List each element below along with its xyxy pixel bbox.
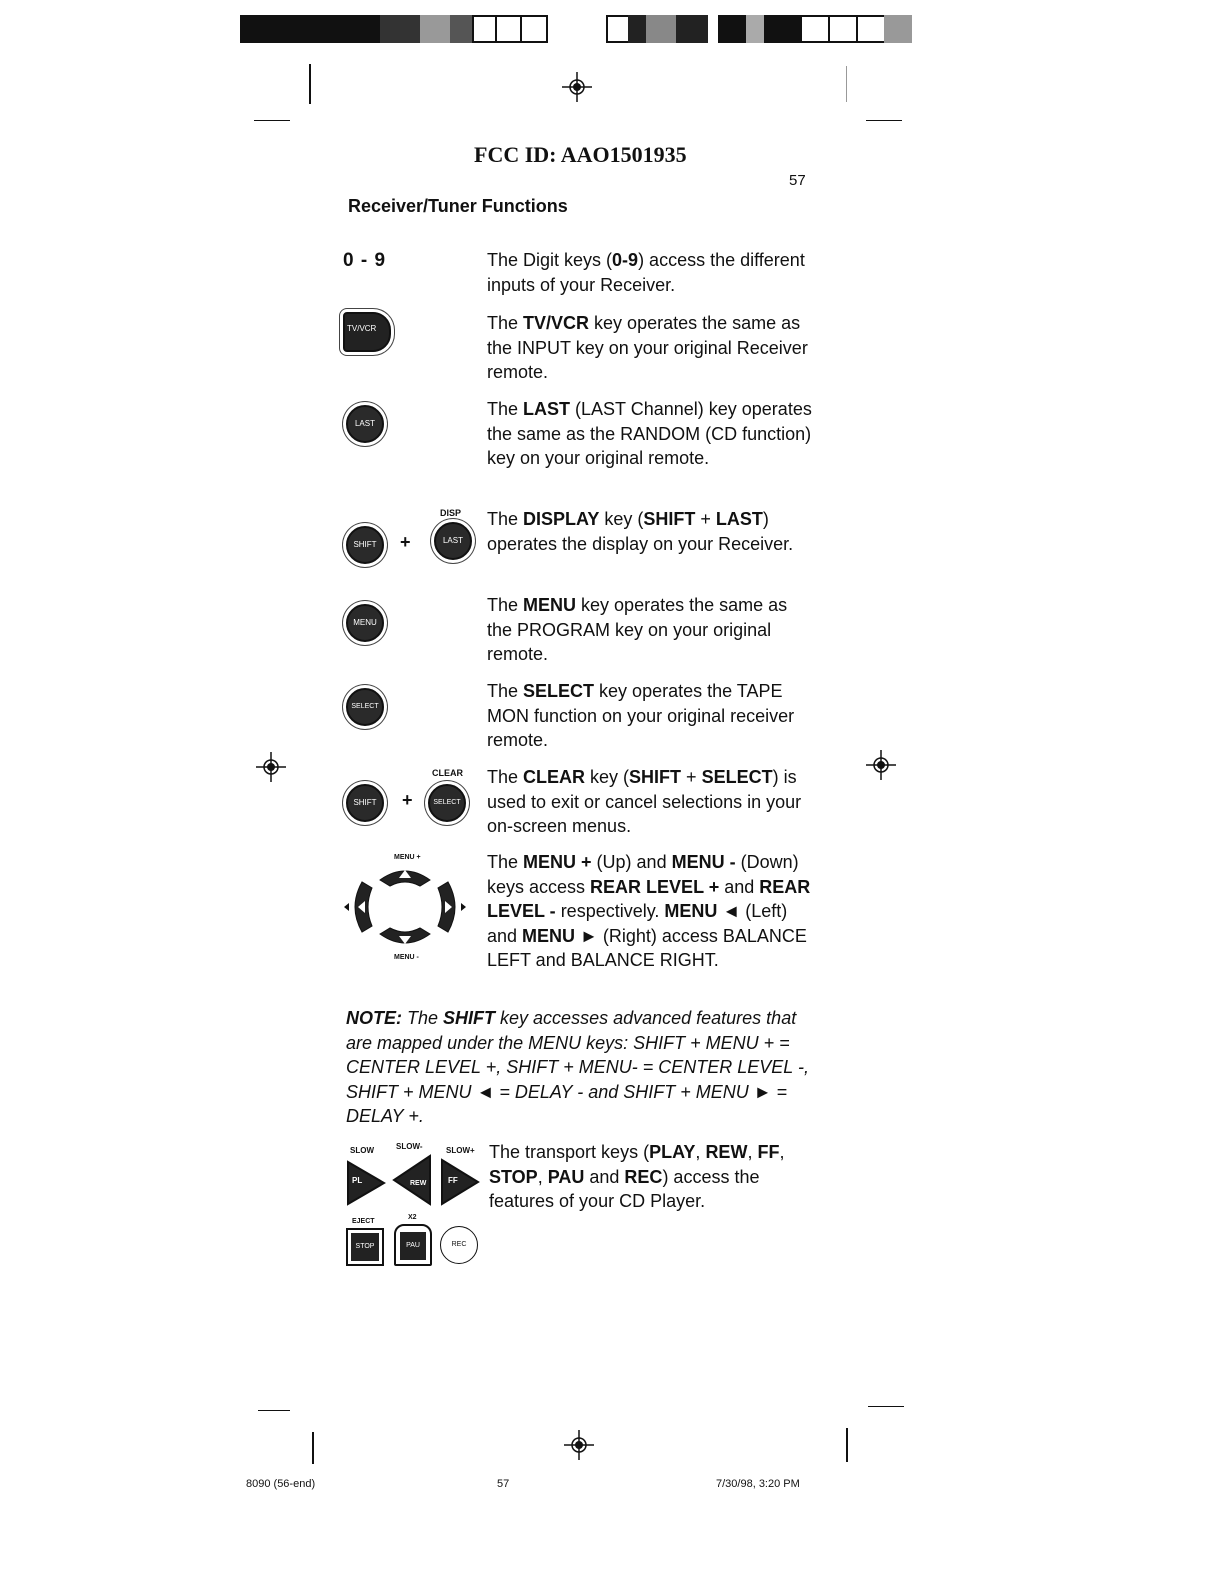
transport-description: The transport keys (PLAY, REW, FF, STOP, PAU and REC) access the features of your CD Player. <box>489 1142 785 1211</box>
plus-sign: + <box>402 790 413 810</box>
crop-mark <box>254 120 290 121</box>
registration-mark-icon <box>562 72 592 102</box>
print-bar-left <box>240 15 548 43</box>
shift-key-icon: SHIFT <box>346 784 384 822</box>
footer-file-label: 8090 (56-end) <box>246 1478 316 1490</box>
select-key-icon: SELECT <box>428 784 466 822</box>
print-bar-right <box>606 15 912 43</box>
slow-label: SLOW <box>350 1146 374 1155</box>
registration-mark-icon <box>256 752 286 782</box>
menu-description: The MENU key operates the same as the PROGRAM key on your original remote. <box>487 595 788 664</box>
ff-key-icon <box>438 1156 482 1208</box>
footer-page-number: 57 <box>497 1478 510 1490</box>
play-key-icon <box>344 1158 388 1208</box>
rec-key-icon: REC <box>440 1226 478 1264</box>
pau-key-icon: PAU <box>394 1224 432 1266</box>
crop-mark <box>866 120 902 121</box>
digit-keys-label: 0 - 9 <box>343 250 387 271</box>
digit-keys-description: The Digit keys (0-9) access the different inputs of your Receiver. <box>487 250 805 295</box>
menu-key-icon: MENU <box>346 604 384 642</box>
registration-mark-icon <box>564 1430 594 1460</box>
slow-minus-label: SLOW- <box>396 1142 423 1151</box>
shift-key-icon: SHIFT <box>346 526 384 564</box>
x2-label: X2 <box>408 1214 417 1221</box>
section-title: Receiver/Tuner Functions <box>348 196 568 216</box>
tvvcr-key-icon: TV/VCR <box>343 312 391 350</box>
arrow-keys-description: The MENU + (Up) and MENU - (Down) keys access REAR LEVEL + and REAR LEVEL - respectively. MENU ◄ (Left) and MENU ► (Right) access BALANCE LEFT and BALANCE RIGHT. <box>487 852 811 970</box>
disp-label: DISP <box>440 508 462 518</box>
stop-key-icon: STOP <box>346 1228 384 1266</box>
select-key-icon: SELECT <box>346 688 384 726</box>
tvvcr-description: The TV/VCR key operates the same as the INPUT key on your original Receiver remote. <box>487 313 808 382</box>
clear-label: CLEAR <box>432 768 463 778</box>
menu-plus-label: MENU + <box>394 854 421 861</box>
plus-sign: + <box>400 532 411 552</box>
ff-key-label: FF <box>448 1176 458 1185</box>
select-description: The SELECT key operates the TAPE MON function on your original receiver remote. <box>487 681 795 750</box>
last-key-icon: LAST <box>346 405 384 443</box>
fcc-id-heading: FCC ID: AAO1501935 <box>474 142 687 167</box>
display-description: The DISPLAY key (SHIFT + LAST) operates the display on your Receiver. <box>487 509 794 554</box>
page-number: 57 <box>789 172 806 189</box>
last-description: The LAST (LAST Channel) key operates the same as the RANDOM (CD function) key on your original remote. <box>487 399 812 468</box>
crop-mark <box>312 1432 314 1464</box>
crop-mark <box>846 1428 848 1462</box>
crop-mark <box>258 1410 290 1411</box>
last-key-icon: LAST <box>434 522 472 560</box>
menu-arrow-pad-icon <box>340 862 470 952</box>
pl-key-label: PL <box>352 1176 363 1185</box>
registration-mark-icon <box>866 750 896 780</box>
crop-mark <box>868 1406 904 1407</box>
crop-mark <box>309 64 311 104</box>
crop-mark <box>846 66 847 102</box>
footer-timestamp: 7/30/98, 3:20 PM <box>716 1478 800 1490</box>
shift-note: NOTE: The SHIFT key accesses advanced features that are mapped under the MENU keys: SHIFT + MENU + = CENTER LEVEL +, SHIFT + MENU- = CENTER LEVEL -, SHIFT + MENU ◄ = DELAY - and SHIFT + MENU ► = DELAY +. <box>346 1008 809 1126</box>
menu-minus-label: MENU - <box>394 954 419 961</box>
eject-label: EJECT <box>352 1218 375 1225</box>
rew-key-label: REW <box>410 1180 427 1187</box>
clear-description: The CLEAR key (SHIFT + SELECT) is used to exit or cancel selections in your on-screen menus. <box>487 767 802 836</box>
slow-plus-label: SLOW+ <box>446 1146 475 1155</box>
